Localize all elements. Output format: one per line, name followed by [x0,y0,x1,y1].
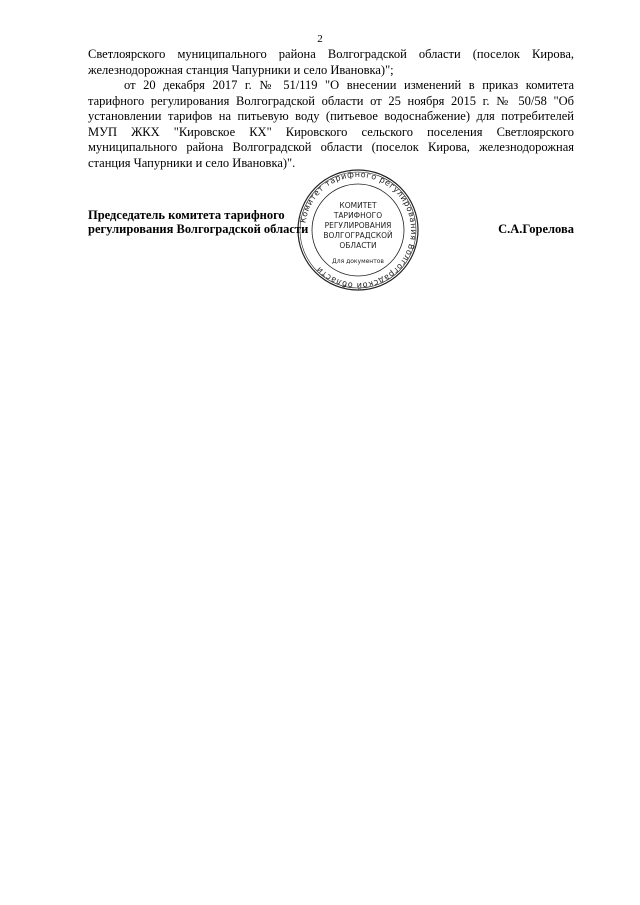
paragraph-order-reference: от 20 декабря 2017 г. № 51/119 "О внесении изменений в приказ комитета тарифного регулирования Волгоградской области от 25 ноября 2015 г. № 50/58 "Об установлении тарифов на питьевую воду (питьевое водоснабжение) для потребителей МУП ЖКХ "Кировское КХ" Кировского сельского поселения Светлоярского муниципального района Волгоградской области (поселок Кирова, железнодорожная станция Чапурники и село Ивановка)". [88,78,574,170]
seal-inner-line-1: КОМИТЕТ [339,201,377,210]
seal-bottom-text: Для документов [332,258,384,265]
paragraph-continuation: Светлоярского муниципального района Волгоградской области (поселок Кирова, железнодорожная станция Чапурники и село Ивановка)"; [88,47,574,77]
signer-title-line-2: регулирования Волгоградской области [88,222,309,236]
seal-inner-line-2: ТАРИФНОГО [333,211,383,220]
seal-inner-line-3: РЕГУЛИРОВАНИЯ [324,221,392,230]
page-number: 2 [317,33,323,45]
signer-title [88,208,308,236]
signature-block [88,208,574,248]
signer-name: С.А.Горелова [498,222,574,236]
seal-inner-line-5: ОБЛАСТИ [339,241,377,250]
seal-inner-line-4: ВОЛГОГРАДСКОЙ [323,231,393,240]
signer-title-line-1: Председатель комитета тарифного [88,208,285,222]
seal-outer-text: Комитет тарифного регулирования Волгоградской области [298,169,419,291]
document-body [88,47,574,171]
